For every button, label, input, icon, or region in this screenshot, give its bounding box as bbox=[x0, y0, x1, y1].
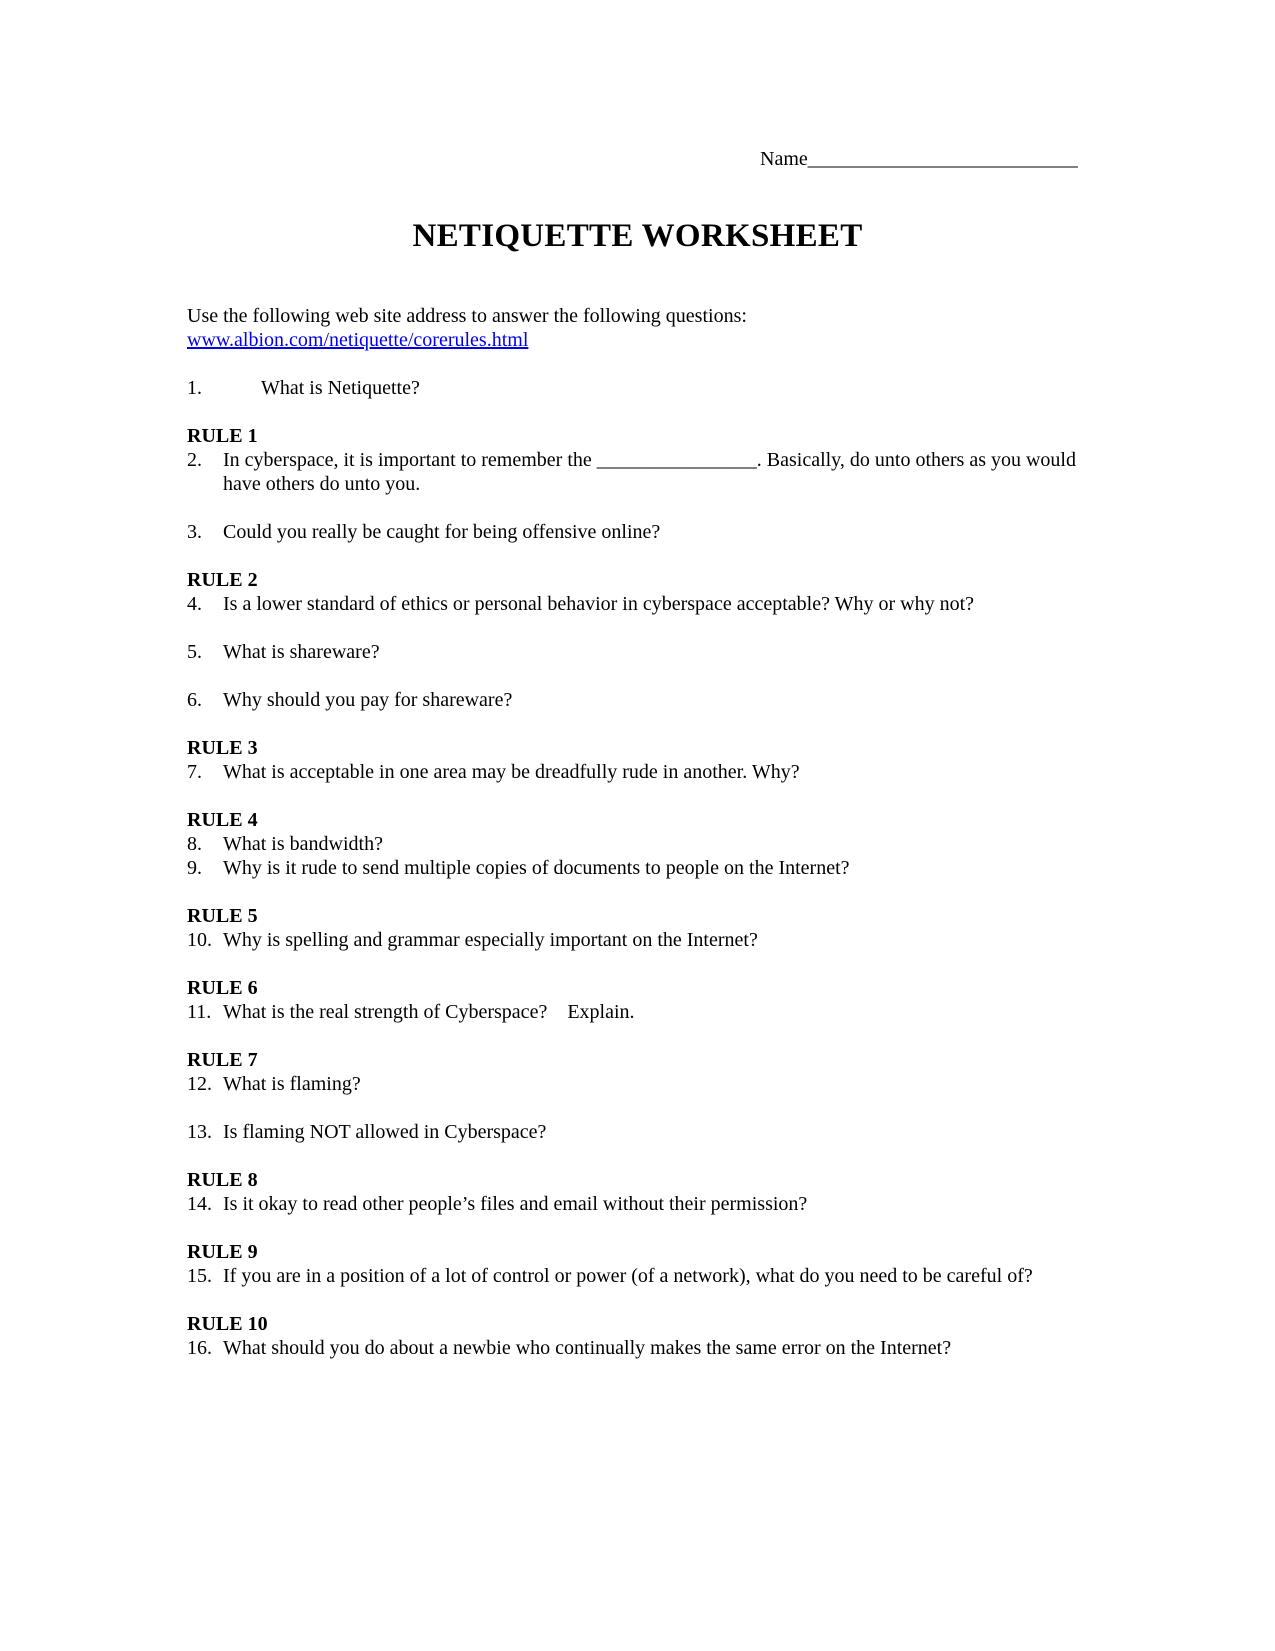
instruction-text: Use the following web site address to answer the following questions: bbox=[187, 305, 747, 327]
question-number: 10. bbox=[187, 929, 212, 951]
question-4 bbox=[187, 592, 1087, 616]
question-14 bbox=[187, 1192, 1087, 1216]
question-13 bbox=[187, 1120, 1087, 1144]
question-number: 5. bbox=[187, 641, 202, 663]
question-text: Could you really be caught for being offensive online? bbox=[223, 521, 661, 543]
question-text: Why is spelling and grammar especially important on the Internet? bbox=[223, 929, 758, 951]
rule-4-heading: RULE 4 bbox=[187, 809, 258, 831]
question-text: Why is it rude to send multiple copies of documents to people on the Internet? bbox=[223, 857, 850, 879]
question-text: Why should you pay for shareware? bbox=[223, 689, 513, 711]
rule-2-heading: RULE 2 bbox=[187, 569, 258, 591]
question-text: Is flaming NOT allowed in Cyberspace? bbox=[223, 1121, 547, 1143]
name-label: Name bbox=[760, 148, 808, 170]
rule-10-heading: RULE 10 bbox=[187, 1313, 268, 1335]
question-number: 3. bbox=[187, 521, 202, 543]
question-10 bbox=[187, 928, 1087, 952]
question-number: 6. bbox=[187, 689, 202, 711]
question-1 bbox=[187, 376, 1087, 400]
question-text: What should you do about a newbie who continually makes the same error on the Internet? bbox=[223, 1337, 952, 1359]
page-title: NETIQUETTE WORKSHEET bbox=[412, 218, 863, 254]
question-number: 8. bbox=[187, 833, 202, 855]
rule-3-heading: RULE 3 bbox=[187, 737, 258, 759]
question-7 bbox=[187, 760, 1087, 784]
rule-5-heading: RULE 5 bbox=[187, 905, 258, 927]
question-15 bbox=[187, 1264, 1087, 1288]
name-blank[interactable]: ___________________________ bbox=[807, 148, 1078, 170]
question-6 bbox=[187, 688, 1087, 712]
question-number: 15. bbox=[187, 1265, 212, 1287]
question-8 bbox=[187, 832, 1087, 856]
question-number: 11. bbox=[187, 1001, 212, 1023]
question-text: What is acceptable in one area may be dreadfully rude in another. Why? bbox=[223, 761, 800, 783]
question-12 bbox=[187, 1072, 1087, 1096]
question-number: 14. bbox=[187, 1193, 212, 1215]
rule-9-heading: RULE 9 bbox=[187, 1241, 258, 1263]
question-text: What is Netiquette? bbox=[261, 377, 420, 399]
reference-link[interactable]: www.albion.com/netiquette/corerules.html bbox=[187, 329, 529, 351]
question-text: Is a lower standard of ethics or personal behavior in cyberspace acceptable? Why or why not? bbox=[223, 593, 974, 615]
rule-6-heading: RULE 6 bbox=[187, 977, 258, 999]
question-number: 12. bbox=[187, 1073, 212, 1095]
question-number: 4. bbox=[187, 593, 202, 615]
question-text: What is flaming? bbox=[223, 1073, 361, 1095]
question-number: 16. bbox=[187, 1337, 212, 1359]
name-field[interactable] bbox=[760, 148, 1078, 171]
rule-1-heading: RULE 1 bbox=[187, 425, 258, 447]
question-number: 7. bbox=[187, 761, 202, 783]
intro-section bbox=[187, 304, 747, 352]
question-text: What is the real strength of Cyberspace? Explain. bbox=[223, 1001, 635, 1023]
question-text: What is shareware? bbox=[223, 641, 380, 663]
question-5 bbox=[187, 640, 1087, 664]
question-9 bbox=[187, 856, 1087, 880]
question-text: If you are in a position of a lot of control or power (of a network), what do you need to be careful of? bbox=[223, 1265, 1033, 1287]
question-11 bbox=[187, 1000, 1087, 1024]
rule-7-heading: RULE 7 bbox=[187, 1049, 258, 1071]
questions-section bbox=[187, 376, 1087, 1360]
question-2 bbox=[187, 448, 1087, 496]
question-text: Is it okay to read other people’s files and email without their permission? bbox=[223, 1193, 808, 1215]
question-3 bbox=[187, 520, 1087, 544]
question-text: In cyberspace, it is important to remember the ________________. Basically, do unto others as you would have others do unto you. bbox=[223, 449, 1076, 495]
question-number: 9. bbox=[187, 857, 202, 879]
question-text: What is bandwidth? bbox=[223, 833, 383, 855]
question-16 bbox=[187, 1336, 1087, 1360]
question-number: 1. bbox=[187, 377, 202, 399]
question-number: 2. bbox=[187, 449, 202, 471]
rule-8-heading: RULE 8 bbox=[187, 1169, 258, 1191]
question-number: 13. bbox=[187, 1121, 212, 1143]
